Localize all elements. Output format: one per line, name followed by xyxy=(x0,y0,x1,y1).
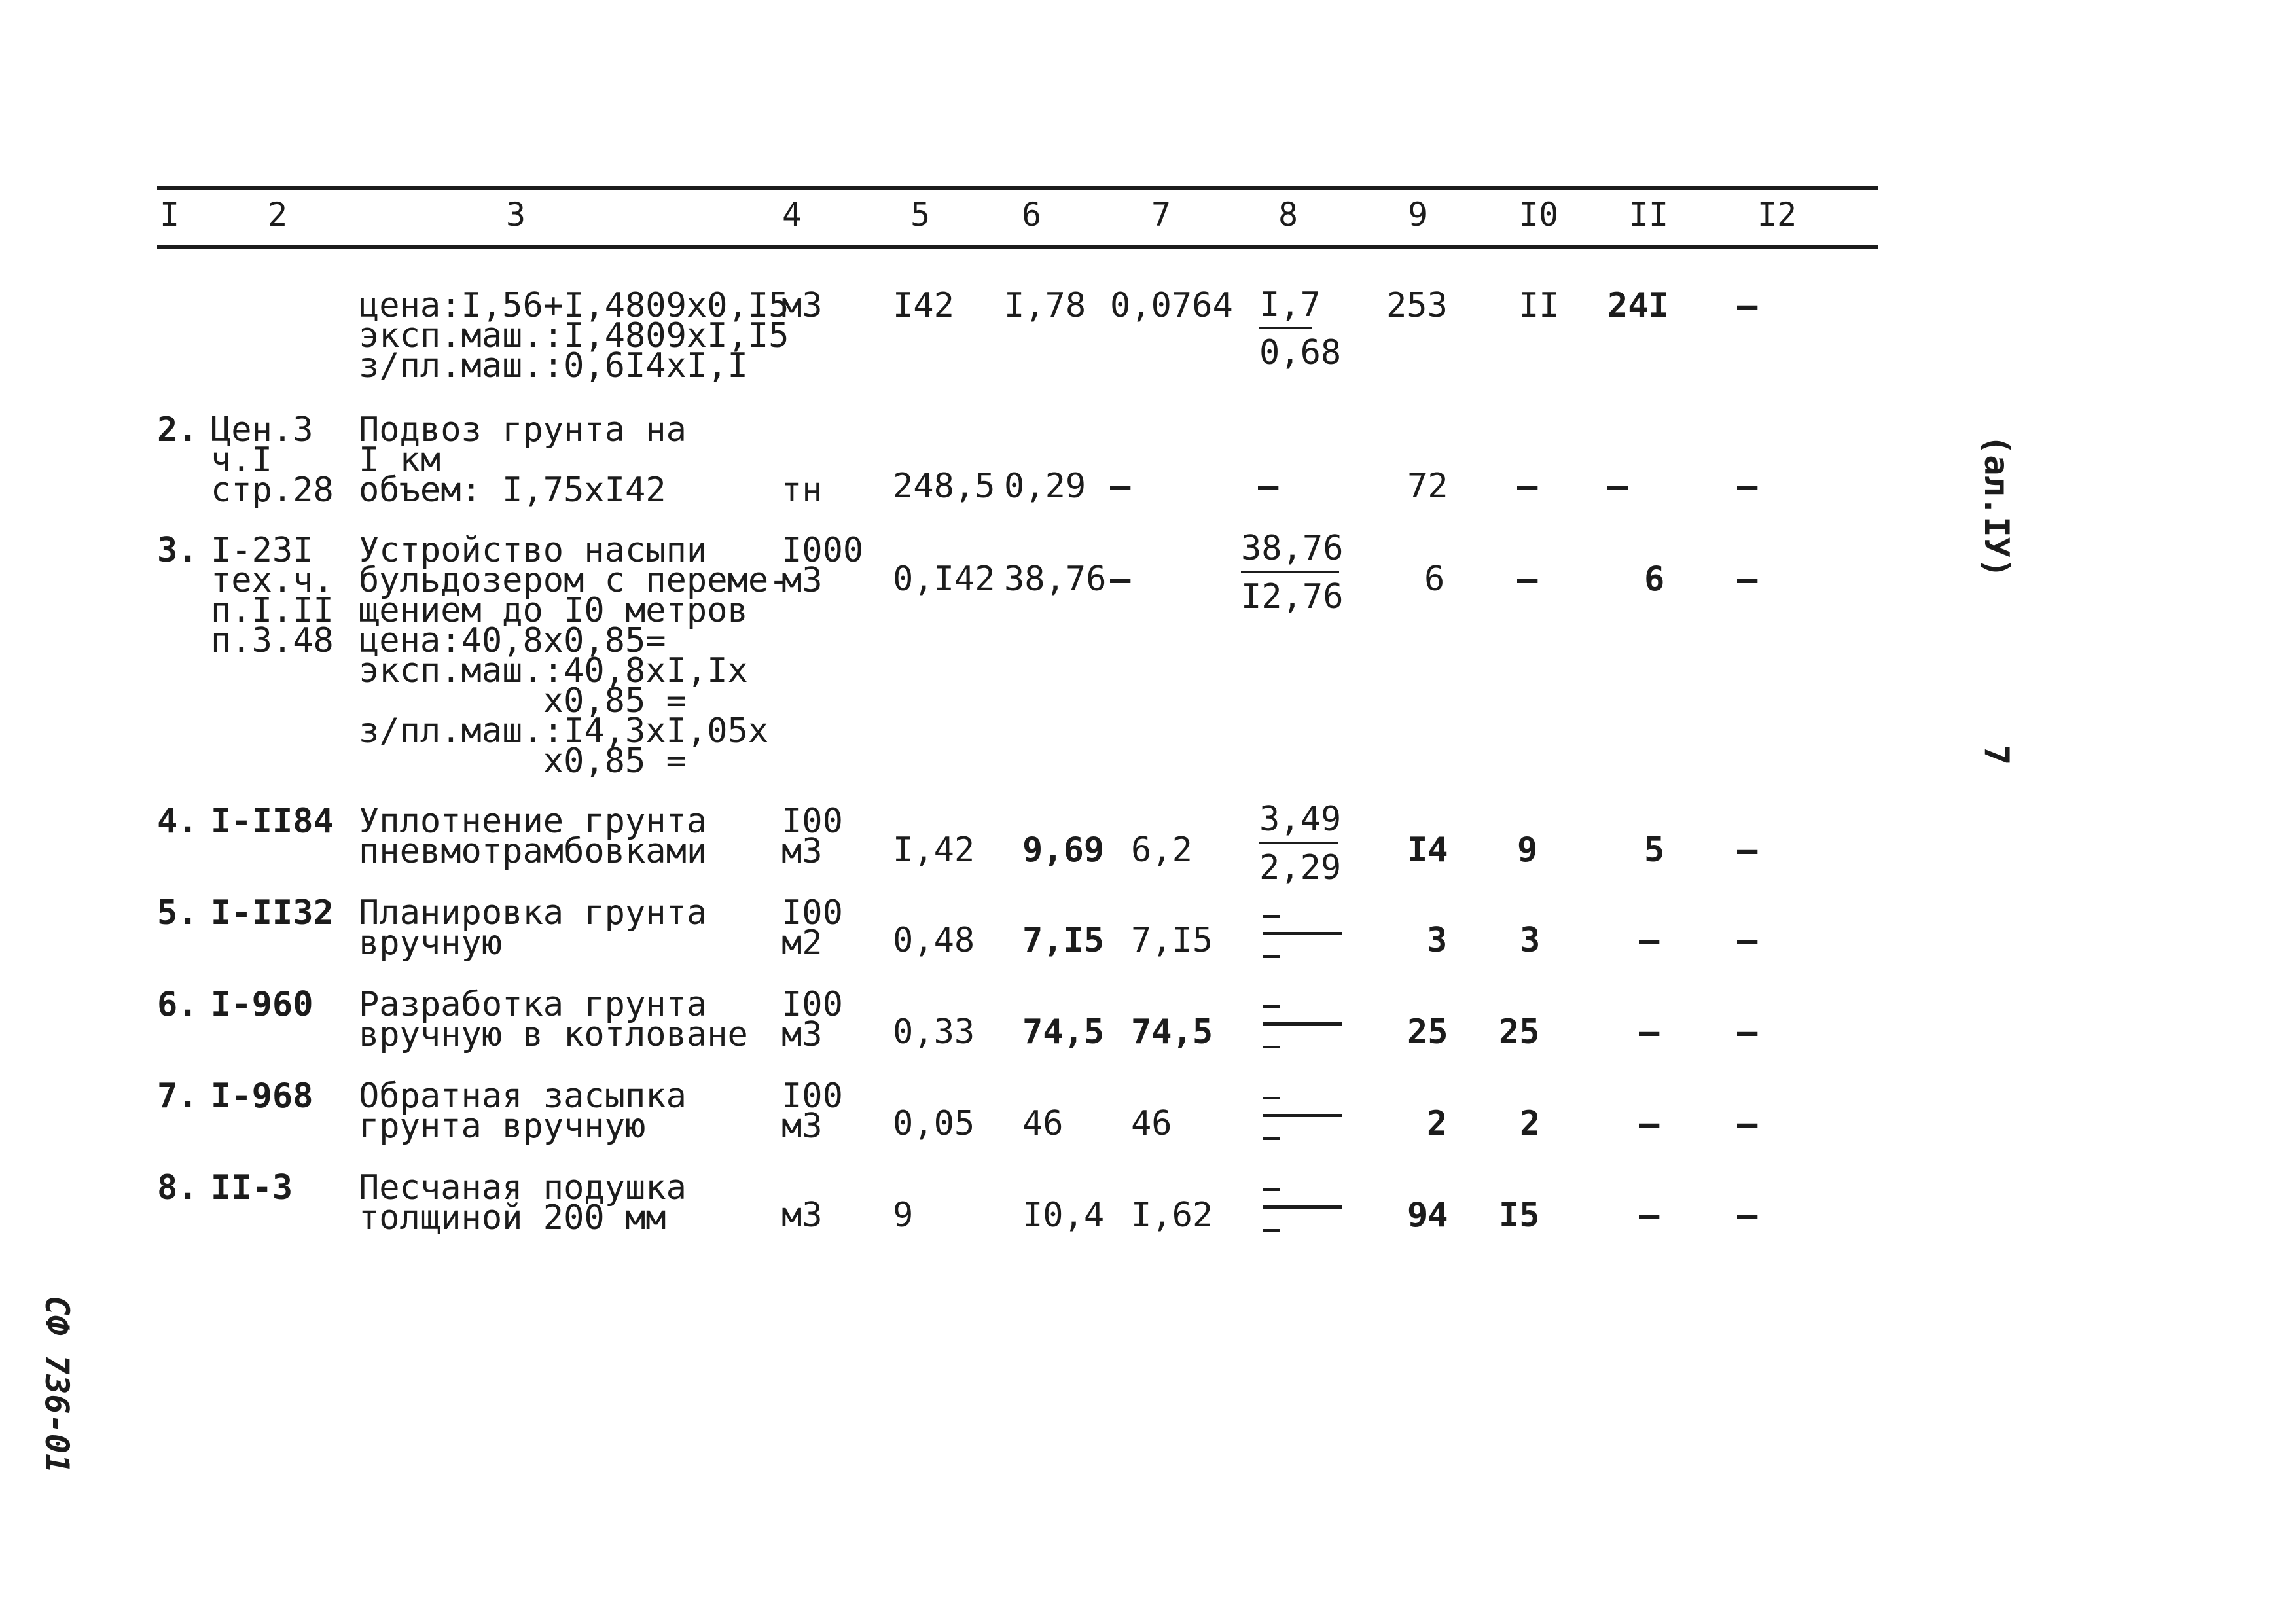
col-header-5: 5 xyxy=(910,196,931,234)
row4-number: 4. xyxy=(157,802,198,841)
row3-col12: – xyxy=(1737,560,1758,599)
row6-col6: 74,5 xyxy=(1022,1012,1105,1052)
row2-col10: – xyxy=(1517,467,1538,506)
row6-number: 6. xyxy=(157,985,198,1024)
row5-col5: 0,48 xyxy=(893,921,975,960)
row3-col5: 0,I42 xyxy=(893,560,996,599)
row1-col8-bottom: 0,68 xyxy=(1259,333,1342,372)
row2-col7: – xyxy=(1110,467,1131,506)
row5-col9: 3 xyxy=(1427,921,1448,960)
row3-unit: I000 м3 xyxy=(781,531,864,600)
col-header-3: 3 xyxy=(505,196,526,234)
row2-col5: 248,5 xyxy=(893,467,996,506)
row1-col9: 253 xyxy=(1386,286,1448,325)
row2-col6: 0,29 xyxy=(1004,467,1086,506)
row7-col11: – xyxy=(1639,1104,1660,1143)
row7-col6: 46 xyxy=(1022,1104,1064,1143)
row3-col8-top: 38,76 xyxy=(1241,529,1339,573)
row7-code: I-968 xyxy=(211,1077,314,1116)
row6-col9: 25 xyxy=(1407,1012,1448,1052)
row5-unit: I00 м2 xyxy=(781,893,843,963)
row5-col7: 7,I5 xyxy=(1131,921,1213,960)
row7-col8-empty-fraction xyxy=(1263,1088,1342,1160)
row6-unit: I00 м3 xyxy=(781,985,843,1054)
row4-col8-top: 3,49 xyxy=(1259,800,1338,844)
row3-code: I-23I тех.ч. п.I.II п.3.48 xyxy=(211,531,334,660)
row2-description: Подвоз грунта на I км объем: I,75xI42 xyxy=(359,410,687,510)
row6-col10: 25 xyxy=(1499,1012,1540,1052)
row6-col7: 74,5 xyxy=(1131,1012,1213,1052)
row1-col6: I,78 xyxy=(1004,286,1086,325)
row2-col8: – xyxy=(1258,467,1279,506)
row3-col11: 6 xyxy=(1644,560,1665,599)
row5-number: 5. xyxy=(157,893,198,933)
row4-col8-fraction xyxy=(1259,800,1342,887)
row1-col7: 0,0764 xyxy=(1110,286,1233,325)
row1-col8-fraction xyxy=(1259,285,1342,372)
sheet-reference: (ал.IУ) xyxy=(1977,435,2016,579)
row5-code: I-II32 xyxy=(211,893,334,933)
row8-unit: м3 xyxy=(781,1196,823,1235)
row3-col7: – xyxy=(1110,560,1131,599)
row8-number: 8. xyxy=(157,1168,198,1207)
row3-col6: 38,76 xyxy=(1004,560,1107,599)
page-number: 7 xyxy=(1977,745,2016,766)
row6-col8-empty-fraction xyxy=(1263,996,1342,1068)
row4-col9: I4 xyxy=(1407,830,1448,870)
row3-col8-fraction xyxy=(1241,529,1344,616)
row8-col9: 94 xyxy=(1407,1196,1448,1235)
row4-col12: – xyxy=(1737,830,1758,870)
col-header-9: 9 xyxy=(1407,196,1428,234)
row1-description: цена:I,56+I,4809x0,I5 эксп.маш.:I,4809xI,I5 з/пл.маш.:0,6I4xI,I xyxy=(359,286,789,385)
col-header-8: 8 xyxy=(1278,196,1299,234)
row7-description: Обратная засыпка грунта вручную xyxy=(359,1077,687,1146)
row7-col7: 46 xyxy=(1131,1104,1172,1143)
row2-col9: 72 xyxy=(1407,467,1448,506)
row1-col11: 24I xyxy=(1607,286,1669,325)
row2-col11: – xyxy=(1607,467,1628,506)
col-header-4: 4 xyxy=(781,196,802,234)
row7-col12: – xyxy=(1737,1104,1758,1143)
row6-code: I-960 xyxy=(211,985,314,1024)
row5-col11: – xyxy=(1639,921,1660,960)
col-header-7: 7 xyxy=(1151,196,1172,234)
row4-col8-bottom: 2,29 xyxy=(1259,848,1342,887)
row8-col5: 9 xyxy=(893,1196,914,1235)
row2-code: Цен.3 ч.I стр.28 xyxy=(211,410,334,510)
row3-description: Устройство насыпи бульдозером с переме- щением до I0 метров цена:40,8x0,85= эксп.маш.:40,8xI,Ix x0,85 = з/пл.маш.:I4,3xI,05x x0,85 = xyxy=(359,531,789,781)
row4-col11: 5 xyxy=(1644,830,1665,870)
row1-col12: – xyxy=(1737,286,1758,325)
row1-col8-top: I,7 xyxy=(1259,285,1312,329)
row5-description: Планировка грунта вручную xyxy=(359,893,708,963)
row8-col6: I0,4 xyxy=(1022,1196,1105,1235)
row8-code: II-3 xyxy=(211,1168,293,1207)
row8-col8-empty-fraction xyxy=(1263,1179,1342,1251)
col-header-12: I2 xyxy=(1757,196,1797,234)
row6-col11: – xyxy=(1639,1012,1660,1052)
row5-col8-empty-fraction xyxy=(1263,906,1342,978)
row8-col7: I,62 xyxy=(1131,1196,1213,1235)
row7-unit: I00 м3 xyxy=(781,1077,843,1146)
row4-code: I-II84 xyxy=(211,802,334,841)
col-header-1: I xyxy=(160,196,180,234)
table-header-rule xyxy=(157,245,1878,249)
table-top-rule xyxy=(157,186,1878,190)
row6-col5: 0,33 xyxy=(893,1012,975,1052)
row1-unit: м3 xyxy=(781,286,823,325)
row6-description: Разработка грунта вручную в котловане xyxy=(359,985,748,1054)
row2-number: 2. xyxy=(157,410,198,450)
row2-unit: тн xyxy=(781,471,823,510)
row7-number: 7. xyxy=(157,1077,198,1116)
row7-col5: 0,05 xyxy=(893,1104,975,1143)
row8-col10: I5 xyxy=(1499,1196,1540,1235)
row5-col10: 3 xyxy=(1520,921,1541,960)
row1-col10: II xyxy=(1518,286,1560,325)
row4-col5: I,42 xyxy=(893,830,975,870)
row4-unit: I00 м3 xyxy=(781,802,843,871)
row3-number: 3. xyxy=(157,531,198,570)
row2-col12: – xyxy=(1737,467,1758,506)
row3-col10: – xyxy=(1517,560,1538,599)
row7-col9: 2 xyxy=(1427,1104,1448,1143)
row5-col6: 7,I5 xyxy=(1022,921,1105,960)
row6-col12: – xyxy=(1737,1012,1758,1052)
row4-col7: 6,2 xyxy=(1131,830,1193,870)
row3-col9: 6 xyxy=(1424,560,1445,599)
row3-col8-bottom: I2,76 xyxy=(1241,577,1344,616)
row1-col5: I42 xyxy=(893,286,954,325)
col-header-10: I0 xyxy=(1518,196,1559,234)
row8-col12: – xyxy=(1737,1196,1758,1235)
row4-description: Уплотнение грунта пневмотрамбовками xyxy=(359,802,708,871)
row8-col11: – xyxy=(1639,1196,1660,1235)
row4-col10: 9 xyxy=(1517,830,1538,870)
col-header-11: II xyxy=(1628,196,1669,234)
row4-col6: 9,69 xyxy=(1022,830,1105,870)
document-code: СФ 736-01 xyxy=(38,1296,76,1473)
col-header-6: 6 xyxy=(1021,196,1042,234)
row5-col12: – xyxy=(1737,921,1758,960)
row7-col10: 2 xyxy=(1520,1104,1541,1143)
row8-description: Песчаная подушка толщиной 200 мм xyxy=(359,1168,687,1238)
col-header-2: 2 xyxy=(267,196,288,234)
